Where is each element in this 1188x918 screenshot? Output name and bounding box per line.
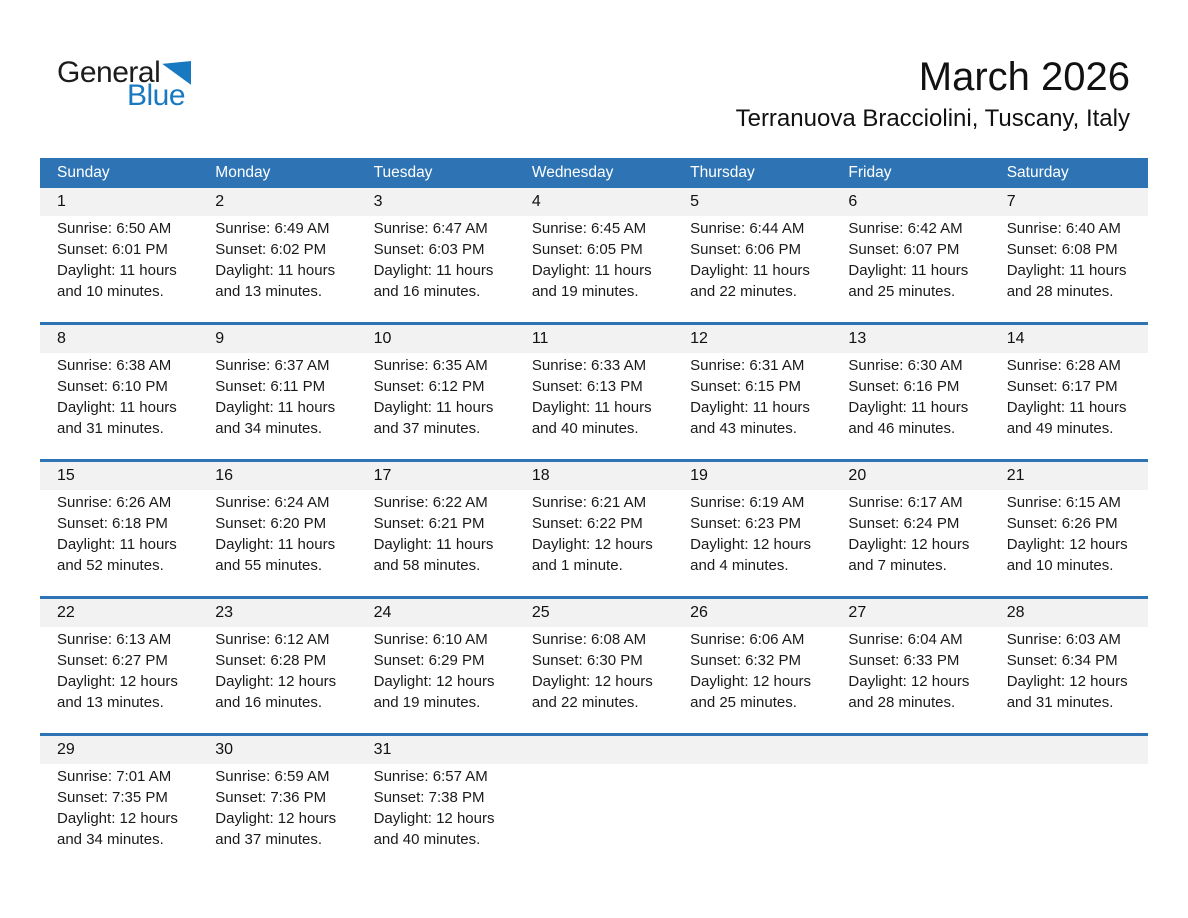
daylight-line-2: and 16 minutes. [215,694,323,711]
day-number-7: 7 [1006,193,1016,210]
day-detail-row [40,627,1148,733]
sunrise-line: Sunrise: 6:35 AM [373,357,488,374]
daylight-line-2: and 43 minutes. [690,420,797,437]
daylight-line-1: Daylight: 12 hours [1006,536,1128,553]
daylight-line-1: Daylight: 11 hours [57,536,177,553]
sunset-line: Sunset: 6:30 PM [531,652,643,669]
daylight-line-2: and 22 minutes. [690,283,797,300]
sunrise-line: Sunrise: 6:42 AM [848,220,963,237]
daylight-line-1: Daylight: 12 hours [215,673,337,690]
daylight-line-2: and 4 minutes. [690,557,789,574]
day-cell-4 [515,216,673,322]
sunset-line: Sunset: 6:22 PM [531,515,643,532]
day-cell-7 [990,216,1148,322]
weekday-header-tuesday: Tuesday [373,164,433,181]
day-cell-9 [198,353,356,459]
day-cell-empty [831,764,989,870]
day-detail-row [40,216,1148,322]
day-cell-13 [831,353,989,459]
day-cell-10 [357,353,515,459]
sunset-line: Sunset: 6:23 PM [690,515,802,532]
daylight-line-2: and 13 minutes. [215,283,323,300]
day-cell-8 [40,353,198,459]
daylight-line-1: Daylight: 11 hours [531,262,652,279]
sunrise-line: Sunrise: 6:28 AM [1006,357,1121,374]
page-header [0,0,1188,158]
daylight-line-1: Daylight: 12 hours [57,810,178,827]
daylight-line-2: and 25 minutes. [848,283,956,300]
daylight-line-2: and 34 minutes. [57,831,164,848]
day-number-18: 18 [531,467,550,484]
sunset-line: Sunset: 6:01 PM [57,241,168,258]
sunset-line: Sunset: 6:13 PM [531,378,643,395]
day-cell-14 [990,353,1148,459]
sunrise-line: Sunrise: 7:01 AM [57,768,172,785]
daylight-line-1: Daylight: 11 hours [373,536,494,553]
day-number-24: 24 [373,604,392,621]
sunrise-line: Sunrise: 6:15 AM [1006,494,1121,511]
day-cell-6 [831,216,989,322]
daylight-line-2: and 7 minutes. [848,557,947,574]
daylight-line-2: and 10 minutes. [1006,557,1114,574]
sunrise-line: Sunrise: 6:33 AM [531,357,647,374]
weekday-header-saturday: Saturday [1006,164,1069,181]
sunrise-line: Sunrise: 6:59 AM [215,768,330,785]
day-number-2: 2 [215,193,225,210]
sunset-line: Sunset: 6:24 PM [848,515,960,532]
day-cell-27 [831,627,989,733]
daylight-line-1: Daylight: 11 hours [57,399,177,416]
daylight-line-1: Daylight: 12 hours [690,536,812,553]
day-cell-29 [40,764,198,870]
day-cell-17 [357,490,515,596]
day-number-17: 17 [373,467,392,484]
sunset-line: Sunset: 6:29 PM [373,652,485,669]
day-number-21: 21 [1006,467,1025,484]
daylight-line-2: and 19 minutes. [531,283,639,300]
day-number-29: 29 [57,741,75,758]
sunrise-line: Sunrise: 6:26 AM [57,494,172,511]
day-number-strip [40,599,1148,627]
day-number-27: 27 [848,604,867,621]
day-number-22: 22 [57,604,75,621]
day-cell-2 [198,216,356,322]
daylight-line-2: and 28 minutes. [1006,283,1114,300]
daylight-line-1: Daylight: 11 hours [690,262,810,279]
day-number-9: 9 [215,330,225,347]
weekday-header-monday: Monday [215,164,271,181]
daylight-line-1: Daylight: 12 hours [848,536,970,553]
sunset-line: Sunset: 6:05 PM [531,241,643,258]
day-number-19: 19 [690,467,708,484]
week-row-4 [40,596,1148,733]
calendar-weeks [40,188,1148,870]
daylight-line-2: and 34 minutes. [215,420,323,437]
daylight-line-1: Daylight: 11 hours [373,399,494,416]
weekday-header-wednesday: Wednesday [531,164,614,181]
sunrise-line: Sunrise: 6:21 AM [531,494,647,511]
day-cell-22 [40,627,198,733]
daylight-line-2: and 10 minutes. [57,283,164,300]
day-number-strip [40,325,1148,353]
daylight-line-1: Daylight: 12 hours [848,673,970,690]
sunrise-line: Sunrise: 6:10 AM [373,631,488,648]
day-number-16: 16 [215,467,234,484]
sunrise-line: Sunrise: 6:13 AM [57,631,172,648]
sunset-line: Sunset: 6:02 PM [215,241,327,258]
logo-text-general: General [57,56,161,89]
daylight-line-2: and 1 minute. [531,557,623,574]
day-number-5: 5 [690,193,700,210]
daylight-line-2: and 58 minutes. [373,557,481,574]
day-cell-1 [40,216,198,322]
sunset-line: Sunset: 6:28 PM [215,652,327,669]
day-number-strip [40,736,1148,764]
daylight-line-1: Daylight: 12 hours [1006,673,1128,690]
day-number-15: 15 [57,467,75,484]
day-number-6: 6 [848,193,858,210]
day-detail-row [40,490,1148,596]
sunrise-line: Sunrise: 6:37 AM [215,357,330,374]
sunset-line: Sunset: 6:06 PM [690,241,802,258]
daylight-line-1: Daylight: 12 hours [373,810,495,827]
day-number-strip [40,188,1148,216]
sunset-line: Sunset: 6:07 PM [848,241,960,258]
weekday-header-sunday: Sunday [57,164,110,181]
sunrise-line: Sunrise: 6:30 AM [848,357,963,374]
day-cell-3 [357,216,515,322]
sunset-line: Sunset: 6:10 PM [57,378,168,395]
sunset-line: Sunset: 6:08 PM [1006,241,1118,258]
daylight-line-2: and 13 minutes. [57,694,164,711]
sunset-line: Sunset: 6:26 PM [1006,515,1118,532]
day-cell-11 [515,353,673,459]
day-cell-empty [515,764,673,870]
daylight-line-1: Daylight: 11 hours [848,262,969,279]
sunrise-line: Sunrise: 6:12 AM [215,631,330,648]
daylight-line-2: and 28 minutes. [848,694,956,711]
daylight-line-2: and 19 minutes. [373,694,481,711]
daylight-line-2: and 40 minutes. [373,831,481,848]
day-number-3: 3 [373,193,383,210]
day-number-25: 25 [531,604,550,621]
sunset-line: Sunset: 6:27 PM [57,652,168,669]
sunset-line: Sunset: 6:33 PM [848,652,960,669]
sunset-line: Sunset: 6:18 PM [57,515,168,532]
sunrise-line: Sunrise: 6:40 AM [1006,220,1121,237]
day-cell-12 [673,353,831,459]
sunrise-line: Sunrise: 6:44 AM [690,220,805,237]
sunrise-line: Sunrise: 6:45 AM [531,220,647,237]
logo-text-blue: Blue [127,79,186,112]
week-row-2 [40,322,1148,459]
week-row-3 [40,459,1148,596]
daylight-line-1: Daylight: 12 hours [373,673,495,690]
sunset-line: Sunset: 7:38 PM [373,789,485,806]
sunset-line: Sunset: 6:11 PM [215,378,326,395]
sunrise-line: Sunrise: 6:38 AM [57,357,172,374]
day-cell-empty [673,764,831,870]
title-block [736,55,1130,133]
sunset-line: Sunset: 6:20 PM [215,515,327,532]
day-cell-5 [673,216,831,322]
day-number-23: 23 [215,604,234,621]
day-number-1: 1 [57,193,66,210]
sunrise-line: Sunrise: 6:04 AM [848,631,963,648]
daylight-line-2: and 31 minutes. [1006,694,1114,711]
day-detail-row [40,353,1148,459]
day-cell-31 [357,764,515,870]
daylight-line-1: Daylight: 11 hours [848,399,969,416]
day-cell-26 [673,627,831,733]
day-cell-15 [40,490,198,596]
sunrise-line: Sunrise: 6:22 AM [373,494,488,511]
sunrise-line: Sunrise: 6:47 AM [373,220,488,237]
day-cell-20 [831,490,989,596]
day-cell-30 [198,764,356,870]
daylight-line-1: Daylight: 12 hours [531,673,653,690]
daylight-line-2: and 25 minutes. [690,694,797,711]
day-number-8: 8 [57,330,66,347]
day-cell-28 [990,627,1148,733]
day-number-10: 10 [373,330,392,347]
sunrise-line: Sunrise: 6:08 AM [531,631,647,648]
day-cell-19 [673,490,831,596]
day-cell-23 [198,627,356,733]
sunrise-line: Sunrise: 6:06 AM [690,631,805,648]
sunset-line: Sunset: 6:21 PM [373,515,485,532]
daylight-line-2: and 31 minutes. [57,420,164,437]
day-cell-25 [515,627,673,733]
sunset-line: Sunset: 6:15 PM [690,378,802,395]
day-detail-row [40,764,1148,870]
daylight-line-1: Daylight: 11 hours [531,399,652,416]
sunset-line: Sunset: 7:35 PM [57,789,168,806]
day-number-20: 20 [848,467,867,484]
weekday-header-friday: Friday [848,164,892,181]
day-number-4: 4 [531,193,541,210]
page-subtitle: Terranuova Bracciolini, Tuscany, Italy [735,105,1130,132]
weekday-header-thursday: Thursday [690,164,755,181]
day-number-strip [40,462,1148,490]
sunrise-line: Sunrise: 6:57 AM [373,768,488,785]
sunrise-line: Sunrise: 6:50 AM [57,220,172,237]
general-blue-logo [57,58,217,111]
daylight-line-1: Daylight: 12 hours [57,673,178,690]
day-number-13: 13 [848,330,867,347]
sunset-line: Sunset: 6:16 PM [848,378,960,395]
day-number-30: 30 [215,741,234,758]
day-cell-16 [198,490,356,596]
daylight-line-2: and 22 minutes. [531,694,639,711]
daylight-line-2: and 37 minutes. [373,420,481,437]
day-number-31: 31 [373,741,392,758]
day-number-11: 11 [531,330,549,347]
sunset-line: Sunset: 6:12 PM [373,378,485,395]
daylight-line-1: Daylight: 11 hours [1006,399,1127,416]
sunset-line: Sunset: 6:34 PM [1006,652,1118,669]
sunrise-line: Sunrise: 6:24 AM [215,494,330,511]
sunset-line: Sunset: 6:17 PM [1006,378,1118,395]
week-row-5 [40,733,1148,870]
sunset-line: Sunset: 7:36 PM [215,789,327,806]
day-number-14: 14 [1006,330,1025,347]
daylight-line-2: and 55 minutes. [215,557,323,574]
calendar-table [40,158,1148,870]
daylight-line-1: Daylight: 11 hours [215,536,336,553]
day-cell-empty [990,764,1148,870]
daylight-line-2: and 37 minutes. [215,831,323,848]
daylight-line-2: and 16 minutes. [373,283,481,300]
sunrise-line: Sunrise: 6:31 AM [690,357,805,374]
daylight-line-1: Daylight: 12 hours [690,673,812,690]
day-cell-24 [357,627,515,733]
daylight-line-1: Daylight: 11 hours [215,399,336,416]
sunrise-line: Sunrise: 6:49 AM [215,220,330,237]
daylight-line-2: and 52 minutes. [57,557,164,574]
week-row-1 [40,188,1148,322]
sunrise-line: Sunrise: 6:19 AM [690,494,805,511]
daylight-line-1: Daylight: 11 hours [215,262,336,279]
day-number-26: 26 [690,604,708,621]
daylight-line-1: Daylight: 11 hours [1006,262,1127,279]
sunset-line: Sunset: 6:32 PM [690,652,802,669]
daylight-line-1: Daylight: 11 hours [690,399,810,416]
daylight-line-1: Daylight: 12 hours [215,810,337,827]
day-cell-21 [990,490,1148,596]
sunrise-line: Sunrise: 6:03 AM [1006,631,1121,648]
daylight-line-2: and 46 minutes. [848,420,956,437]
daylight-line-2: and 49 minutes. [1006,420,1114,437]
day-number-28: 28 [1006,604,1025,621]
day-number-12: 12 [690,330,708,347]
daylight-line-1: Daylight: 11 hours [57,262,177,279]
page-title: March 2026 [918,55,1130,99]
daylight-line-2: and 40 minutes. [531,420,639,437]
weekday-header-row [40,158,1148,188]
sunrise-line: Sunrise: 6:17 AM [848,494,963,511]
daylight-line-1: Daylight: 11 hours [373,262,494,279]
daylight-line-1: Daylight: 12 hours [531,536,653,553]
day-cell-18 [515,490,673,596]
sunset-line: Sunset: 6:03 PM [373,241,485,258]
